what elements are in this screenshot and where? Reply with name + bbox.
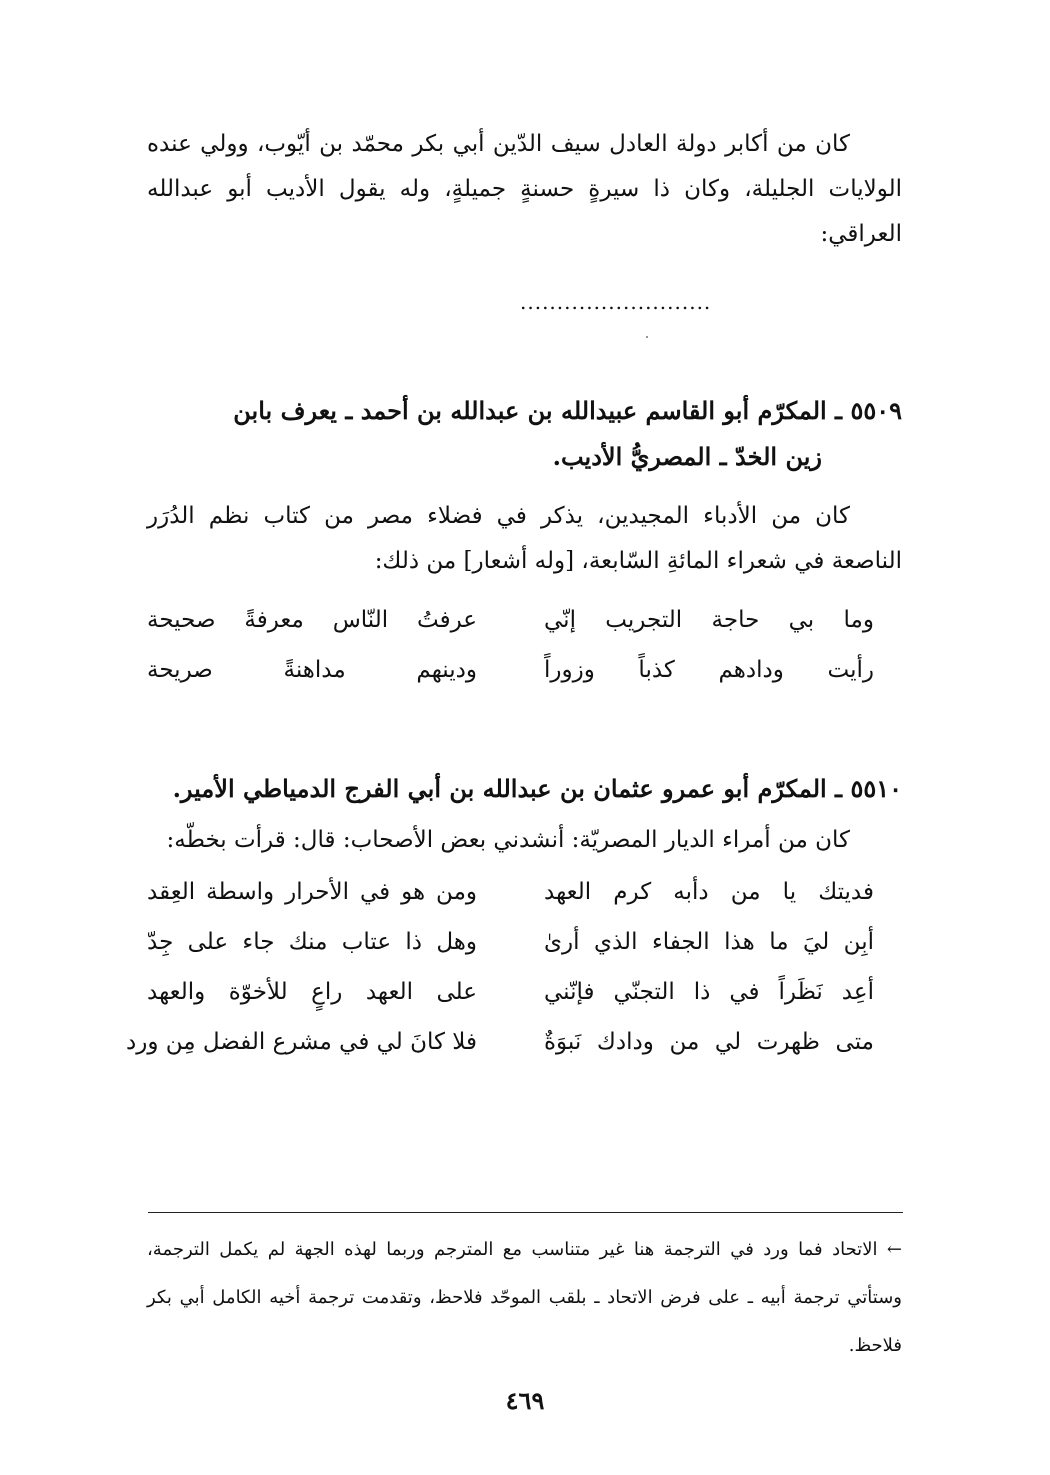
entry-5509-heading-line2: زين الخدّ ـ المصريُّ الأديب. bbox=[552, 442, 822, 471]
verse-second-hemistich: وهل ذا عتاب منك جاء على جِدّ bbox=[147, 929, 477, 955]
verse-row bbox=[147, 870, 902, 920]
page-number: ٤٦٩ bbox=[505, 1386, 545, 1415]
verse-first-hemistich: فديتك يا من دأبه كرم العهد bbox=[544, 879, 874, 905]
verse-first-hemistich: متى ظهرت لي من ودادك نَبوَةٌ bbox=[544, 1029, 874, 1055]
verse-second-hemistich: عرفتُ النّاس معرفةً صحيحة bbox=[147, 607, 477, 633]
verse-first-hemistich: أبِن ليَ ما هذا الجفاء الذي أرىٰ bbox=[544, 929, 874, 955]
entry-5509-poem bbox=[147, 598, 902, 698]
verse-row bbox=[147, 598, 902, 648]
footnote bbox=[147, 1226, 902, 1370]
stray-dot bbox=[646, 336, 648, 338]
verse-second-hemistich: فلا كانَ لي في مشرع الفضل مِن ورد bbox=[125, 1029, 477, 1055]
entry-5510-heading bbox=[147, 766, 902, 812]
entry-5510-heading-text: ٥٥١٠ ـ المكرّم أبو عمرو عثمان بن عبدالله بن أبي الفرج الدمياطي الأمير. bbox=[172, 774, 902, 803]
entry-5510-body-text: كان من أمراء الديار المصريّة: أنشدني بعض الأصحاب: قال: قرأت بخطّه: bbox=[166, 827, 850, 853]
verse-row bbox=[147, 648, 902, 698]
verse-first-hemistich: وما بي حاجة التجريب إنّي bbox=[544, 607, 874, 633]
entry-5509-heading-line1: ٥٥٠٩ ـ المكرّم أبو القاسم عبيدالله بن عبدالله بن أحمد ـ يعرف بابن bbox=[233, 396, 902, 425]
ellipsis-separator: .......................... bbox=[520, 290, 712, 314]
verse-second-hemistich: ومن هو في الأحرار واسطة العِقد bbox=[147, 879, 477, 905]
paragraph-intro-text: كان من أكابر دولة العادل سيف الدّين أبي بكر محمّد بن أيّوب، وولي عنده الولايات الجليلة، وكان ذا سيرةٍ حسنةٍ جميلةٍ، وله يقول الأديب أبو عبدالله العراقي: bbox=[147, 131, 902, 247]
verse-second-hemistich: على العهد راعٍ للأخوّة والعهد bbox=[147, 979, 477, 1005]
verse-row bbox=[147, 920, 902, 970]
verse-first-hemistich: رأيت ودادهم كذباً وزوراً bbox=[544, 657, 874, 683]
verse-row bbox=[125, 1020, 902, 1070]
entry-5510-body bbox=[147, 818, 902, 863]
verse-first-hemistich: أعِد نَظَراً في ذا التجنّي فإنّني bbox=[544, 979, 874, 1005]
footnote-divider bbox=[148, 1212, 903, 1213]
entry-5509-heading bbox=[147, 388, 902, 480]
entry-5510-poem bbox=[125, 870, 902, 1070]
paragraph-intro bbox=[147, 122, 902, 257]
verse-second-hemistich: ودينهم مداهنةً صريحة bbox=[147, 657, 477, 683]
footnote-text: ← الاتحاد فما ورد في الترجمة هنا غير متناسب مع المترجم وربما لهذه الجهة لم يكمل الترجمة، وستأتي ترجمة أبيه ـ على فرض الاتحاد ـ بلقب الموحّد فلاحظ، وتقدمت ترجمة أخيه الكامل أبي بكر فلاحظ. bbox=[147, 1239, 902, 1356]
entry-5509-body-text: كان من الأدباء المجيدين، يذكر في فضلاء مصر من كتاب نظم الدُرَر الناصعة في شعراء المائةِ السّابعة، [وله أشعار] من ذلك: bbox=[147, 503, 902, 574]
entry-5509-body bbox=[147, 494, 902, 584]
verse-row bbox=[147, 970, 902, 1020]
